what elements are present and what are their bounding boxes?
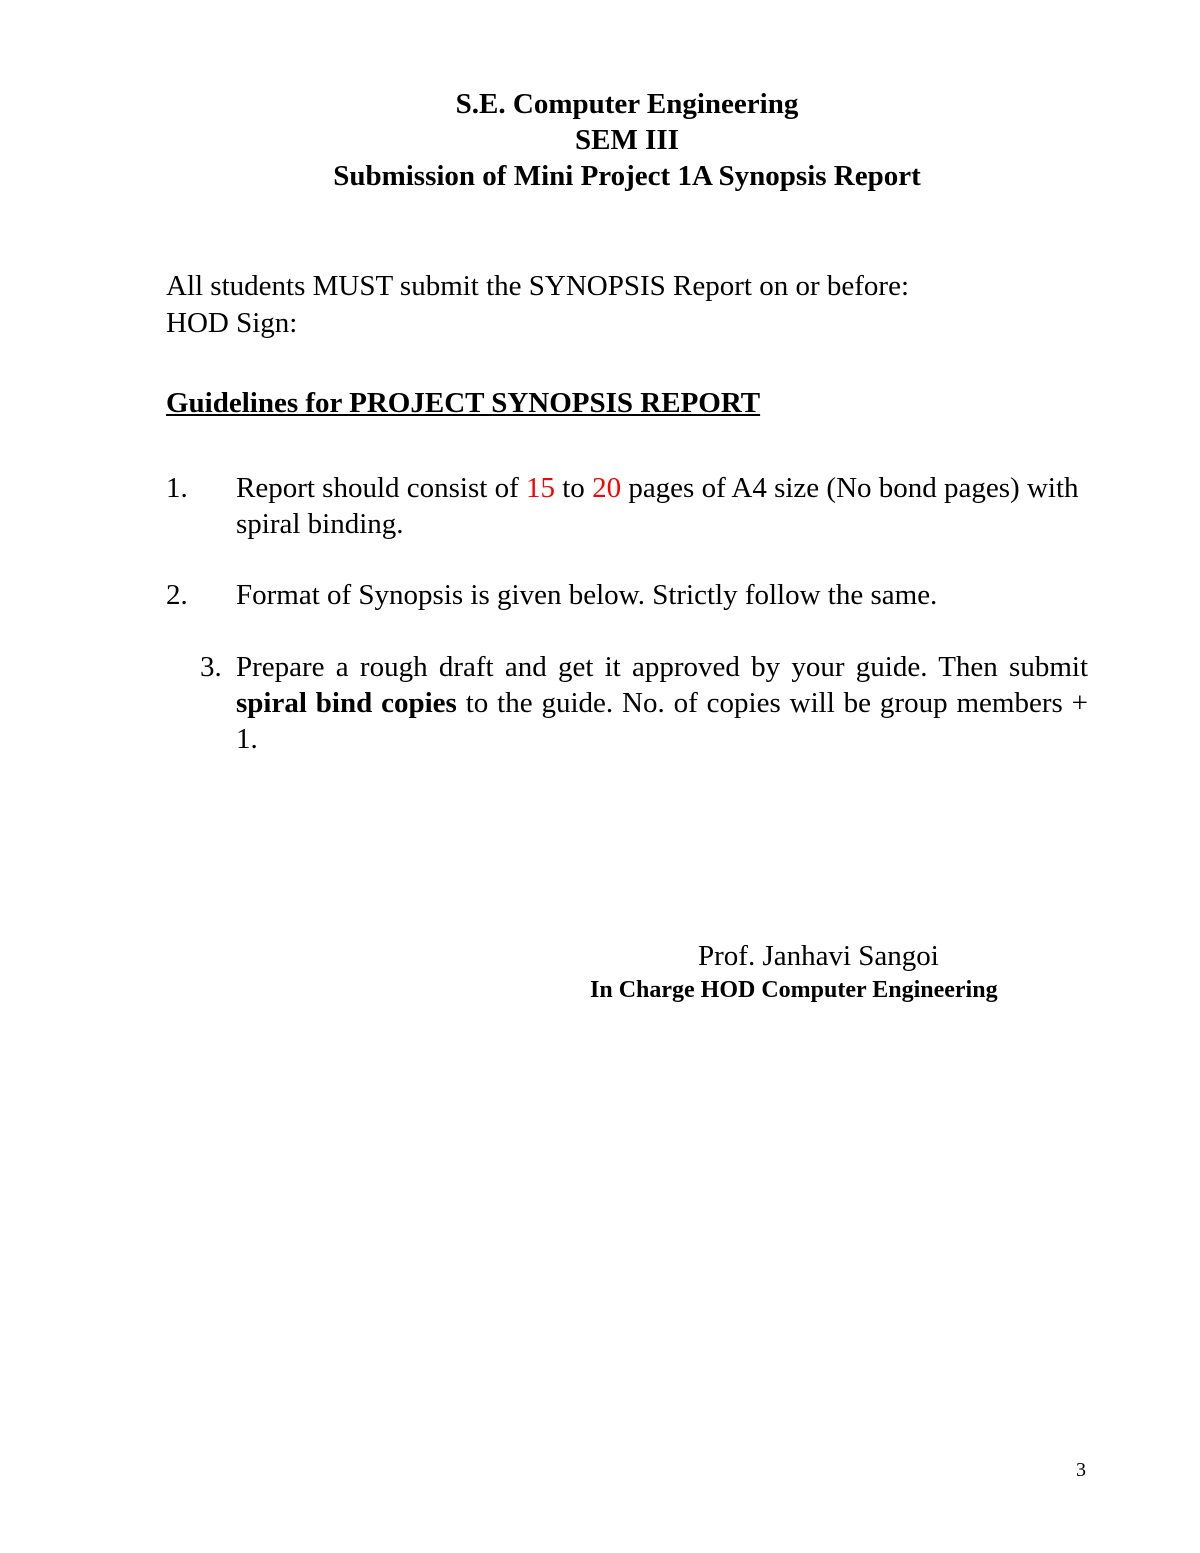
guidelines-title: Guidelines for PROJECT SYNOPSIS REPORT — [166, 387, 761, 419]
signatory-name: Prof. Janhavi Sangoi — [698, 940, 939, 972]
list-item-number: 2. — [166, 579, 188, 611]
min-pages-value: 15 — [526, 472, 555, 504]
list-item-text: Report should consist of — [236, 472, 526, 504]
signatory-designation: In Charge HOD Computer Engineering — [590, 977, 998, 1003]
list-item — [236, 470, 1088, 542]
list-item-text: Format of Synopsis is given below. Strictly follow the same. — [236, 579, 938, 611]
submission-deadline-text: All students MUST submit the SYNOPSIS Report on or before: — [166, 270, 909, 302]
list-item-text: Prepare a rough draft and get it approved by your guide. Then submit — [236, 651, 1088, 683]
list-item-number: 3. — [200, 651, 222, 683]
list-item-text: pages of A4 size (No bond pages) with spiral binding. — [236, 472, 1079, 540]
submission-title: Submission of Mini Project 1A Synopsis Report — [333, 160, 921, 192]
hod-sign-label: HOD Sign: — [166, 307, 298, 339]
page-number: 3 — [1076, 1459, 1086, 1481]
list-item-text: to — [555, 472, 593, 504]
list-item — [236, 577, 1088, 613]
department-heading: S.E. Computer Engineering — [455, 88, 799, 120]
list-item-number: 1. — [166, 472, 188, 504]
emphasis-text: spiral bind copies — [236, 687, 457, 719]
semester-heading: SEM III — [575, 124, 679, 156]
list-item-text: to the guide. No. of copies will be group members + 1. — [236, 687, 1088, 755]
max-pages-value: 20 — [592, 472, 622, 504]
list-item — [236, 649, 1088, 757]
